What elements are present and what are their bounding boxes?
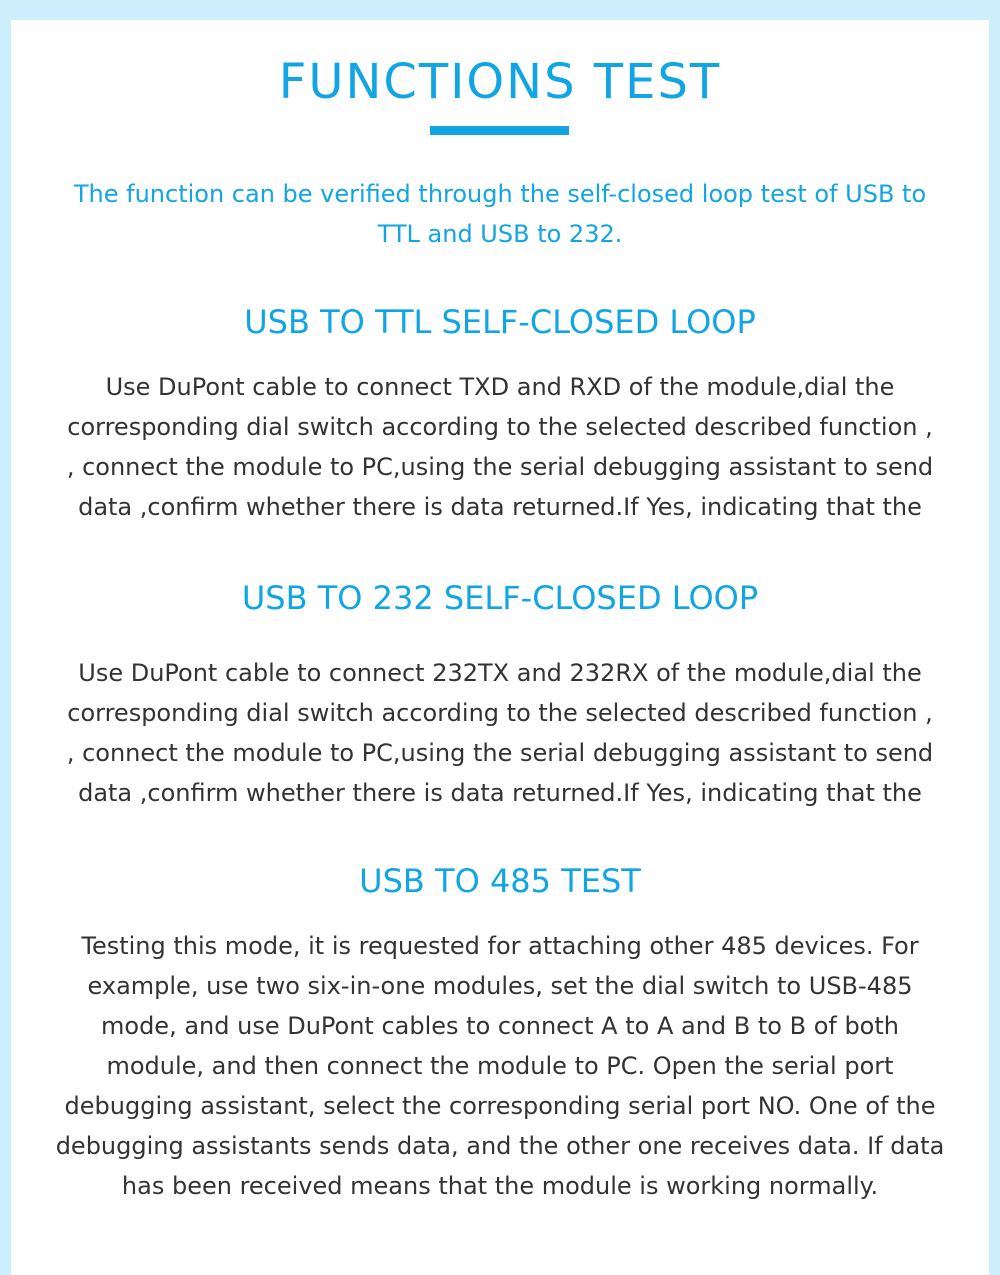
body-line: module, and then connect the module to PC. Open the serial port	[106, 1052, 894, 1080]
title-underline	[430, 126, 569, 135]
section-title-usb-232: USB TO 232 SELF-CLOSED LOOP	[241, 579, 759, 617]
body-line: has been received means that the module is working normally.	[121, 1172, 879, 1200]
body-line: debugging assistants sends data, and the other one receives data. If data	[55, 1132, 945, 1160]
body-line: example, use two six-in-one modules, set the dial switch to USB-485	[87, 972, 913, 1000]
body-line: mode, and use DuPont cables to connect A to A and B to B of both	[101, 1012, 899, 1040]
section-body-usb-232	[25, 653, 975, 813]
body-line: corresponding dial switch according to the selected described function ,	[67, 699, 933, 727]
intro-line: The function can be verified through the self-closed loop test of USB to	[73, 180, 927, 208]
body-line: Testing this mode, it is requested for attaching other 485 devices. For	[81, 932, 919, 960]
section-body-usb-ttl	[25, 367, 975, 527]
body-line: , connect the module to PC,using the serial debugging assistant to send	[66, 739, 934, 767]
intro-text	[30, 174, 970, 254]
body-line: corresponding dial switch according to the selected described function ,	[67, 413, 933, 441]
section-body-usb-485	[25, 926, 975, 1206]
intro-line: TTL and USB to 232.	[377, 220, 623, 248]
section-title-usb-ttl: USB TO TTL SELF-CLOSED LOOP	[244, 303, 756, 341]
body-line: data ,confirm whether there is data returned.If Yes, indicating that the	[78, 493, 922, 521]
body-line: , connect the module to PC,using the serial debugging assistant to send	[66, 453, 934, 481]
body-line: data ,confirm whether there is data returned.If Yes, indicating that the	[78, 779, 922, 807]
body-line: Use DuPont cable to connect TXD and RXD of the module,dial the	[105, 373, 895, 401]
section-title-usb-485: USB TO 485 TEST	[359, 862, 641, 900]
page-title: FUNCTIONS TEST	[278, 54, 722, 110]
body-line: Use DuPont cable to connect 232TX and 232RX of the module,dial the	[78, 659, 922, 687]
body-line: debugging assistant, select the corresponding serial port NO. One of the	[64, 1092, 936, 1120]
